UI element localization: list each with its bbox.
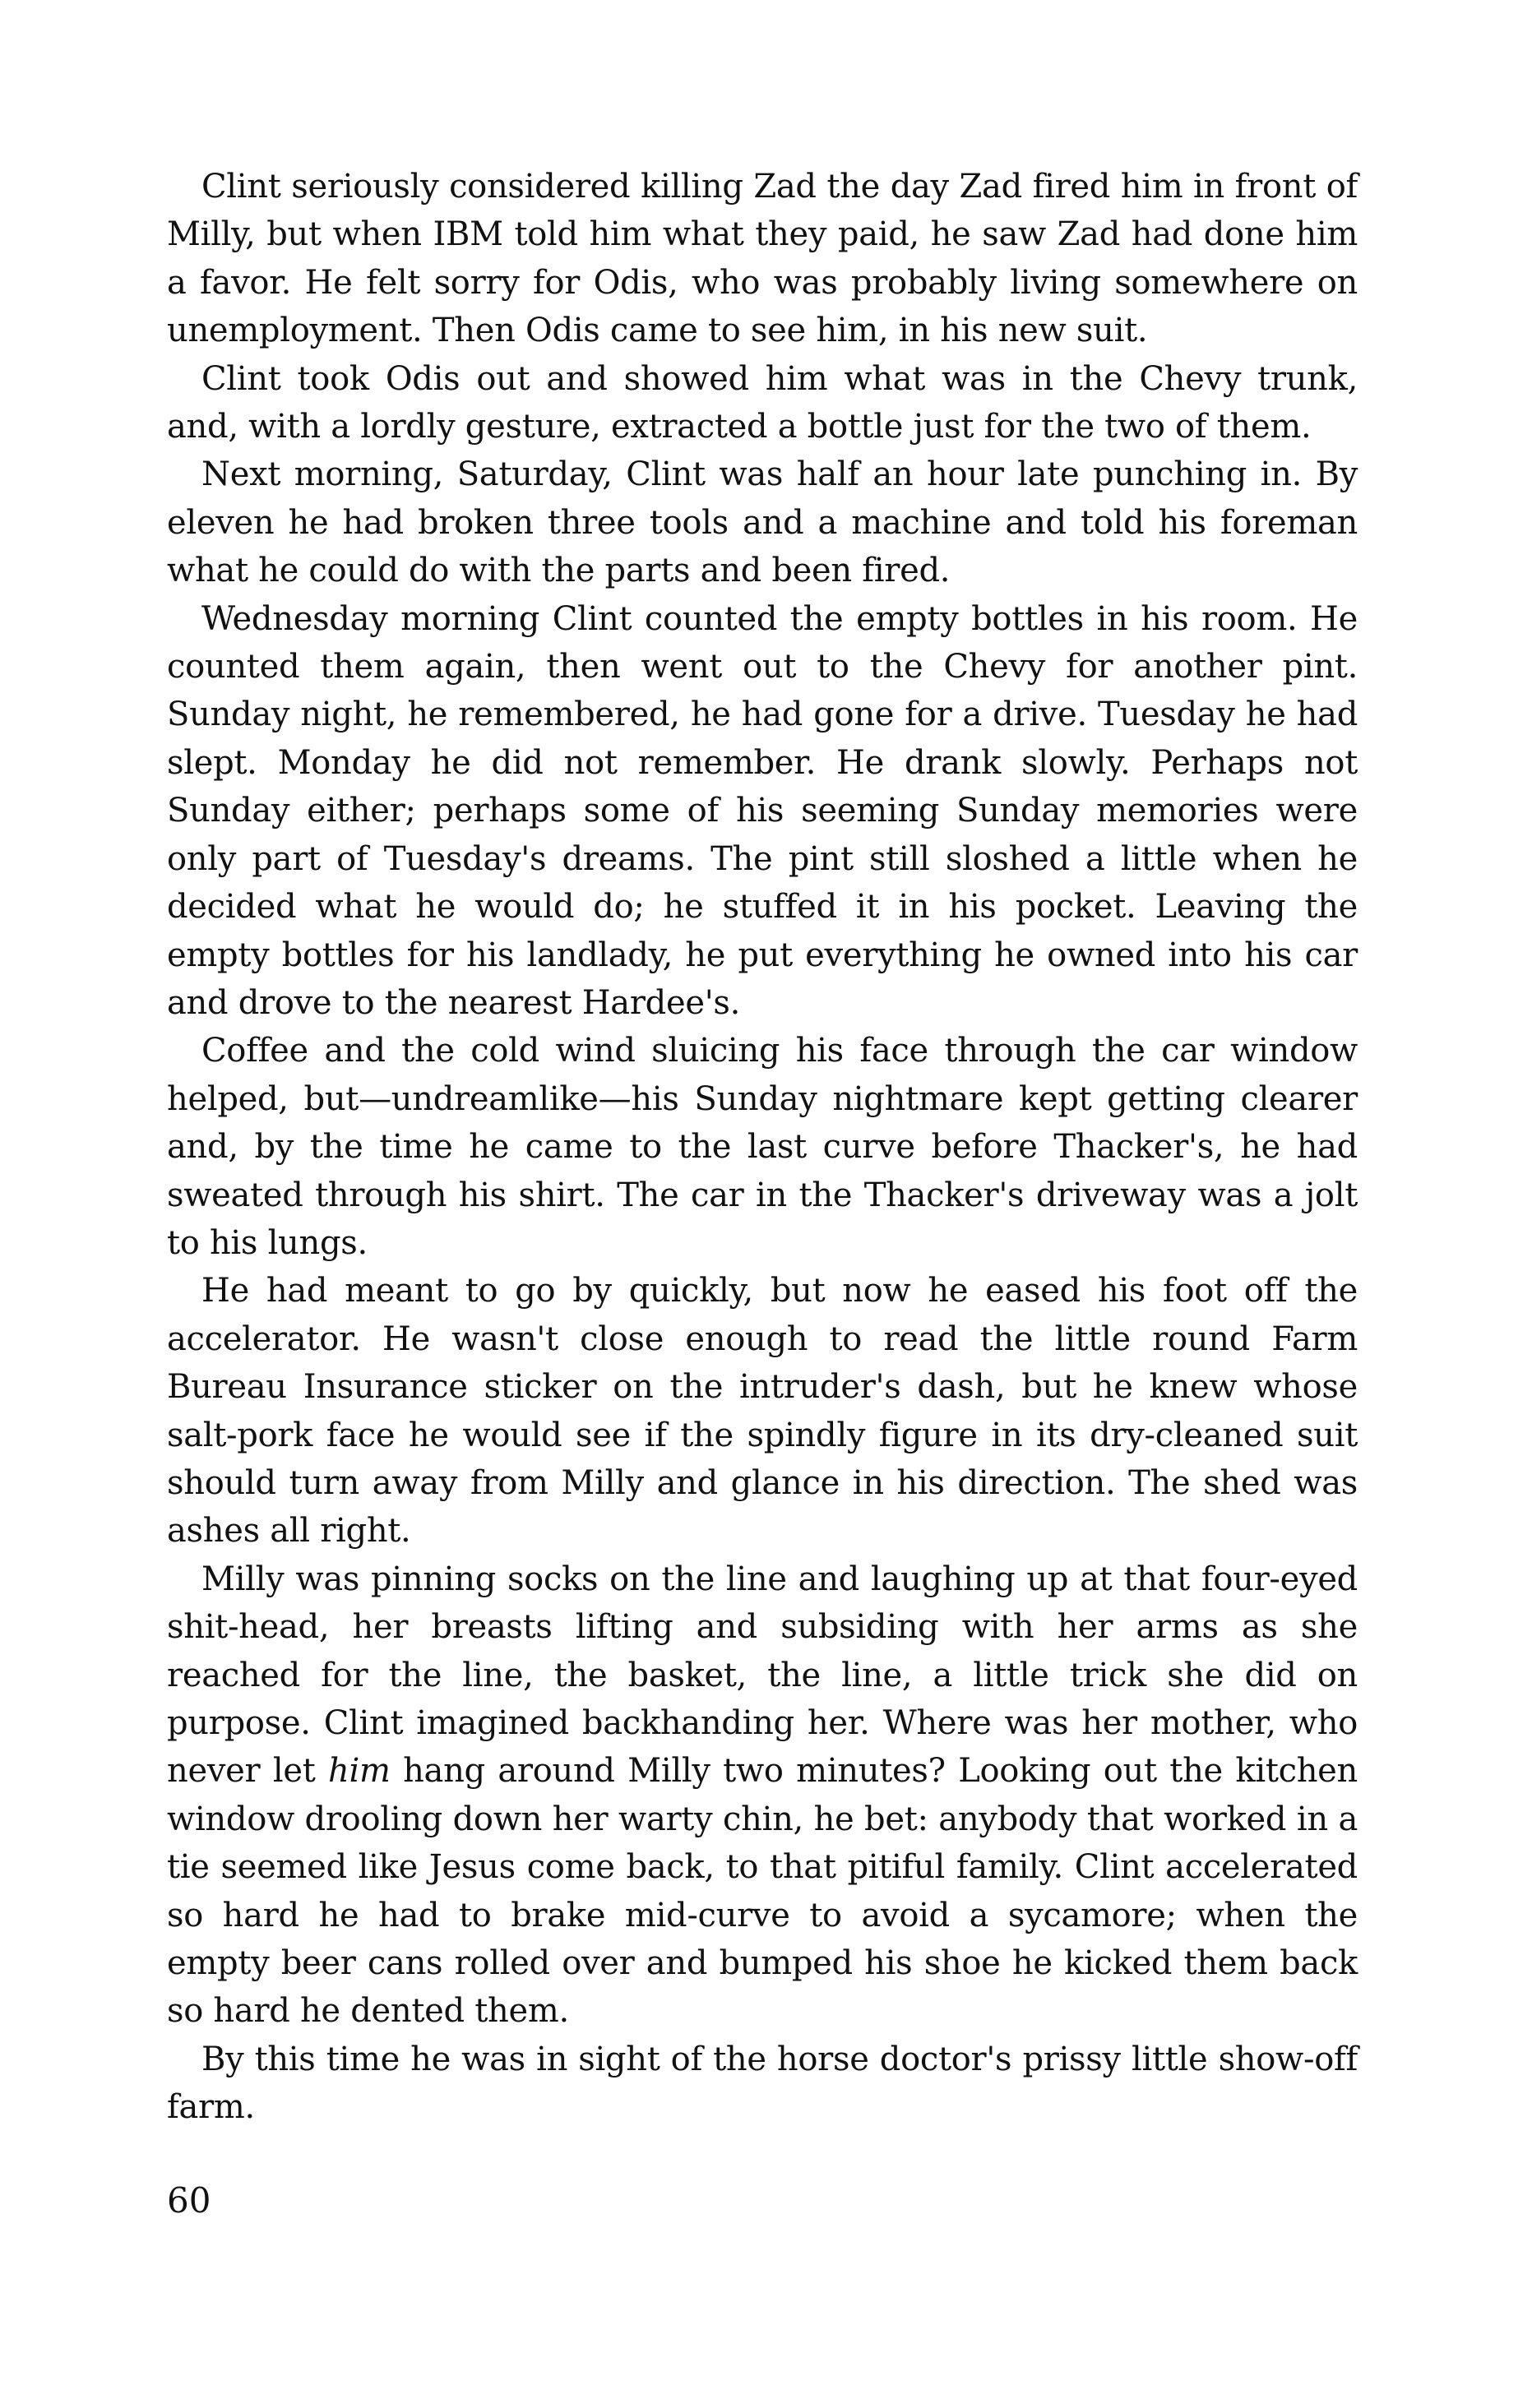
paragraph-8: By this time he was in sight of the horse doctor's prissy little show-off farm. (167, 2040, 1358, 2127)
paragraph-7-part-1: Milly was pinning socks on the line and laughing up at that four-eyed shit-head, her breasts lifting and subsiding with her arms as she reached for the line, the basket, the line, a little trick she did on purpose. Clint imagined backhanding her. Where was her mother, who never let (167, 1560, 1358, 1791)
paragraph-2: Clint took Odis out and showed him what was in the Chevy trunk, and, with a lordly gesture, extracted a bottle just for the two of them. (167, 359, 1358, 446)
paragraph-7 (167, 1555, 1358, 2036)
paragraph-5: Coffee and the cold wind sluicing his face through the car window helped, but—undreamlike—his Sunday nightmare kept getting clearer and, by the time he came to the last curve before Thacker's, he had sweated through his shirt. The car in the Thacker's driveway was a jolt to his lungs. (167, 1032, 1358, 1262)
page-number: 60 (167, 2180, 211, 2221)
paragraph-7-emphasis: him (327, 1752, 391, 1791)
paragraph-3: Next morning, Saturday, Clint was half an hour late punching in. By eleven he had broken three tools and a machine and told his foreman what he could do with the parts and been fired. (167, 455, 1358, 590)
paragraph-7-part-2: hang around Milly two minutes? Looking out the kitchen window drooling down her warty chin, he bet: anybody that worked in a tie seemed like Jesus come back, to that pitiful family. Clint accelerated so hard he had to brake mid-curve to avoid a sycamore; when the empty beer cans rolled over and bumped his shoe he kicked them back so hard he dented them. (167, 1752, 1358, 2031)
paragraph-4: Wednesday morning Clint counted the empty bottles in his room. He counted them again, then went out to the Chevy for another pint. Sunday night, he remembered, he had gone for a drive. Tuesday he had slept. Monday he did not remember. He drank slowly. Perhaps not Sunday either; perhaps some of his seeming Sunday memories were only part of Tuesday's dreams. The pint still sloshed a little when he decided what he would do; he stuffed it in his pocket. Leaving the empty bottles for his landlady, he put everything he owned into his car and drove to the nearest Hardee's. (167, 599, 1358, 1022)
paragraph-1: Clint seriously considered killing Zad the day Zad fired him in front of Milly, but when IBM told him what they paid, he saw Zad had done him a favor. He felt sorry for Odis, who was probably living somewhere on unemployment. Then Odis came to see him, in his new suit. (167, 168, 1358, 350)
body-text (167, 163, 1358, 2132)
paragraph-6: He had meant to go by quickly, but now he eased his foot off the accelerator. He wasn't close enough to read the little round Farm Bureau Insurance sticker on the intruder's dash, but he knew whose salt-pork face he would see if the spindly figure in its dry-cleaned suit should turn away from Milly and glance in his direction. The shed was ashes all right. (167, 1272, 1358, 1551)
